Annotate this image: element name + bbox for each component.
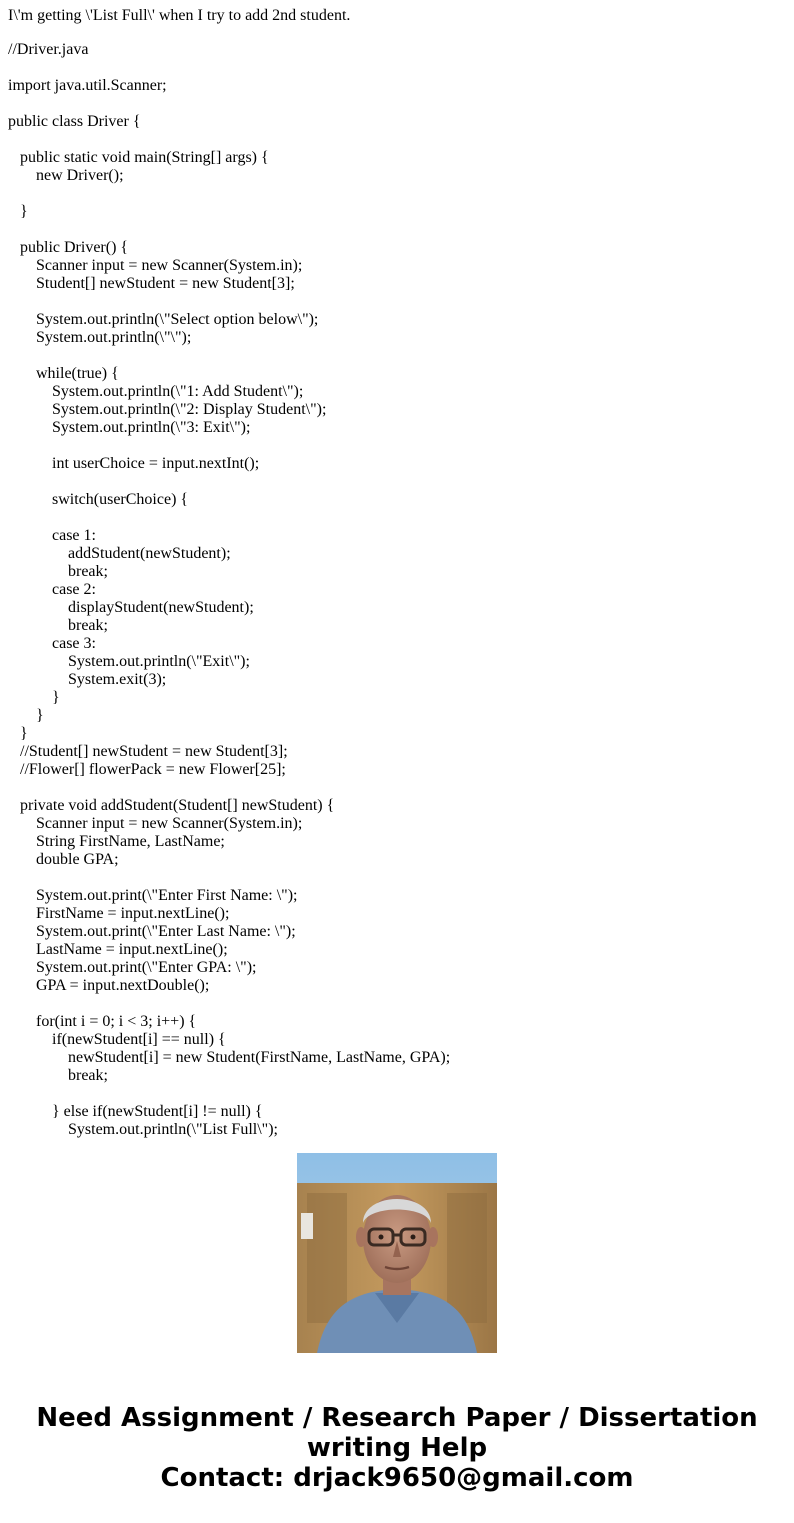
promo-line-1: Need Assignment / Research Paper / Dissertation [36,1403,758,1433]
code-line: System.out.print(\"Enter First Name: \"); [8,887,298,904]
code-line: } [8,725,28,742]
code-line: case 2: [8,581,96,598]
code-line: } [8,689,60,706]
code-line: import java.util.Scanner; [8,77,167,94]
code-line: GPA = input.nextDouble(); [8,977,210,994]
promo-contact: Contact: drjack9650@gmail.com [160,1463,634,1493]
code-line: private void addStudent(Student[] newStudent) { [8,797,335,814]
code-line [8,779,788,797]
code-line: while(true) { [8,365,119,382]
code-line: break; [8,563,108,580]
code-line: System.out.println(\"1: Add Student\"); [8,383,304,400]
code-line: System.out.println(\"Exit\"); [8,653,250,670]
code-line: } [8,203,28,220]
question-title: I\'m getting \'List Full\' when I try to add 2nd student. [8,7,351,24]
code-line: if(newStudent[i] == null) { [8,1031,226,1048]
code-line: case 3: [8,635,96,652]
code-line [8,509,788,527]
code-line: System.out.println(\"2: Display Student\"); [8,401,327,418]
code-line: case 1: [8,527,96,544]
code-line: System.out.println(\"Select option below\"); [8,311,319,328]
code-line: System.out.println(\"\"); [8,329,192,346]
avatar [297,1153,497,1353]
code-line [8,95,788,113]
code-line: for(int i = 0; i < 3; i++) { [8,1013,197,1030]
code-line: System.out.println(\"3: Exit\"); [8,419,251,436]
code-line: public static void main(String[] args) { [8,149,269,166]
code-line: //Driver.java [8,41,89,58]
code-line: System.out.println(\"List Full\"); [8,1121,278,1138]
promo-line-2: writing Help [306,1433,488,1463]
code-line [8,1085,788,1103]
code-line: addStudent(newStudent); [8,545,231,562]
code-line: //Flower[] flowerPack = new Flower[25]; [8,761,286,778]
question-text [8,7,788,1138]
code-line: newStudent[i] = new Student(FirstName, LastName, GPA); [8,1049,451,1066]
code-line: System.out.print(\"Enter GPA: \"); [8,959,257,976]
code-line: break; [8,617,108,634]
code-line: FirstName = input.nextLine(); [8,905,230,922]
code-line: } else if(newStudent[i] != null) { [8,1103,263,1120]
code-line [8,59,788,77]
code-line: double GPA; [8,851,119,868]
code-line: public class Driver { [8,113,141,130]
code-line [8,293,788,311]
code-line: String FirstName, LastName; [8,833,225,850]
code-line: break; [8,1067,108,1084]
promo-text [0,1403,794,1493]
code-line: System.exit(3); [8,671,167,688]
code-line: System.out.print(\"Enter Last Name: \"); [8,923,296,940]
code-line: Scanner input = new Scanner(System.in); [8,257,303,274]
code-line [8,473,788,491]
code-line [8,995,788,1013]
code-line [8,869,788,887]
code-line: Student[] newStudent = new Student[3]; [8,275,295,292]
code-line: displayStudent(newStudent); [8,599,254,616]
code-line: //Student[] newStudent = new Student[3]; [8,743,288,760]
code-line [8,131,788,149]
code-line [8,185,788,203]
code-block [8,41,788,1139]
code-line: LastName = input.nextLine(); [8,941,228,958]
person-photo-icon [297,1153,497,1353]
code-line [8,347,788,365]
code-line: switch(userChoice) { [8,491,189,508]
code-line: public Driver() { [8,239,129,256]
code-line: int userChoice = input.nextInt(); [8,455,260,472]
code-line [8,437,788,455]
code-line: new Driver(); [8,167,124,184]
code-line: } [8,707,44,724]
code-line: Scanner input = new Scanner(System.in); [8,815,303,832]
code-line [8,221,788,239]
